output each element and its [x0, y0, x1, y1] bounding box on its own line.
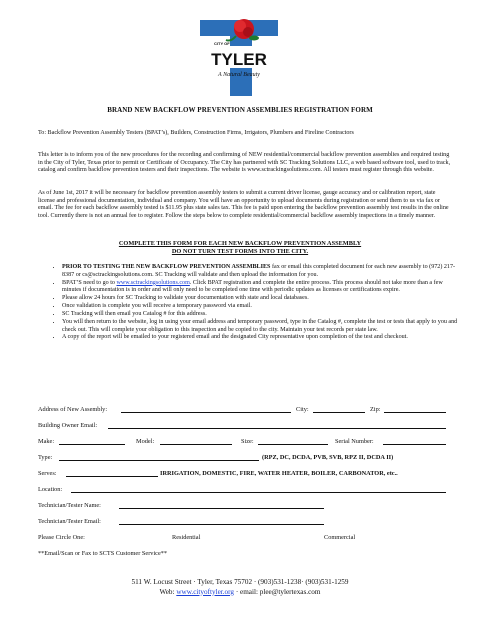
owner-email-label: Building Owner Email:: [38, 422, 98, 429]
commercial-option[interactable]: Commercial: [324, 534, 356, 541]
size-label: Size:: [241, 438, 254, 445]
zip-field[interactable]: [384, 406, 446, 413]
serial-field[interactable]: [383, 438, 446, 445]
logo-name: TYLER: [211, 50, 267, 69]
instruction-heading-line1: COMPLETE THIS FORM FOR EACH NEW BACKFLOW PREVENTION ASSEMBLY: [118, 240, 362, 247]
list-item: • SC Tracking will then email you Catalog # for this address.: [62, 311, 462, 319]
instruction-heading-line2: DO NOT TURN TEST FORMS INTO THE CITY.: [171, 247, 309, 255]
type-options: (RPZ, DC, DCDA, PVB, SVB, RPZ II, DCDA II): [262, 454, 394, 461]
serves-label: Serves:: [38, 470, 57, 477]
address-field[interactable]: [121, 406, 291, 413]
location-field[interactable]: [71, 486, 446, 493]
city-of-tyler-logo: [196, 14, 282, 98]
owner-email-field[interactable]: [108, 422, 446, 429]
circle-one-label: Please Circle One:: [38, 534, 85, 541]
fax-note: **Email/Scan or Fax to SCTS Customer Service**: [38, 550, 168, 557]
type-field[interactable]: [59, 454, 259, 461]
location-label: Location:: [38, 486, 63, 493]
requirements-paragraph: As of June 1st, 2017 it will be necessary for backflow prevention assembly testers to submit a current driver license, gauge accuracy and or calibration report, state license and professional documentation, individual and company. You will have an opportunity to upload documents during registration or send them to us via fax or email. The fee for each backflow assembly tested is $11.95 plus state sales tax. This fee is paid upon entering the backflow prevention assembly test results in the online tool. Currently there is not an annual fee to register. Follow the steps below to complete residential/commercial backflow assembly inspections in a timely manner.: [38, 190, 449, 220]
size-field[interactable]: [258, 438, 328, 445]
serves-field[interactable]: [66, 470, 158, 477]
zip-label: Zip:: [370, 406, 381, 413]
list-item: • PRIOR TO TESTING THE NEW BACKFLOW PREVENTION ASSEMBLIES fax or email this completed document for each new assembly to (972) 217-8387 or cs@sctrackingsolutions.com. SC Tracking will validate and then upload the information for you.: [62, 264, 462, 279]
model-label: Model:: [136, 438, 155, 445]
footer: [0, 578, 480, 597]
make-label: Make:: [38, 438, 55, 445]
type-label: Type:: [38, 454, 53, 461]
intro-paragraph: This letter is to inform you of the new procedures for the recording and confirming of NEW residential/commercial backflow prevention assemblies and required testing in the City of Tyler, Texas prior to permit or Certificate of Occupancy. The City has partnered with SC Tracking Solutions LLC, a web based software tool, used to track, catalog and confirm backflow prevention testers and their inspections. The website is www.sctrackingsolutions.com. All testers must register through this website.: [38, 152, 451, 174]
footer-contact: Web: www.cityoftyler.org · email: plee@tylertexas.com: [159, 587, 321, 596]
model-field[interactable]: [160, 438, 232, 445]
instruction-heading: [0, 240, 480, 255]
list-item: • BPAT’S need to go to www.sctrackingsolutions.com. Click BPAT registration and complete the entire process. This process should not take more than a few minutes if documentation is in order and will only need to be completed one time with periodic updates as licenses or certifications expire.: [62, 280, 462, 295]
list-item: • Once validation is complete you will receive a temporary password via email.: [62, 303, 462, 311]
tech-email-label: Technician/Tester Email:: [38, 518, 101, 525]
tech-email-field[interactable]: [119, 518, 324, 525]
logo-city-of: CITY OF: [214, 41, 230, 46]
logo-tagline: A Natural Beauty: [218, 72, 260, 78]
form-title: BRAND NEW BACKFLOW PREVENTION ASSEMBLIES REGISTRATION FORM: [107, 106, 373, 114]
residential-option[interactable]: Residential: [172, 534, 201, 541]
bullet-bold-text: PRIOR TO TESTING THE NEW BACKFLOW PREVENTION ASSEMBLIES: [62, 264, 271, 270]
address-label: Address of New Assembly:: [38, 406, 108, 413]
serial-label: Serial Number:: [335, 438, 374, 445]
city-label: City:: [296, 406, 309, 413]
make-field[interactable]: [59, 438, 125, 445]
tech-name-field[interactable]: [119, 502, 324, 509]
steps-list: [50, 264, 462, 342]
sctracking-link[interactable]: www.sctrackingsolutions.com: [116, 279, 190, 286]
list-item: • Please allow 24 hours for SC Tracking to validate your documentation with state and local databases.: [62, 295, 462, 303]
city-website-link[interactable]: www.cityoftyler.org: [176, 587, 235, 596]
assembly-form: [38, 406, 458, 566]
footer-address: 511 W. Locust Street · Tyler, Texas 75702 · (903)531-1238· (903)531-1259: [131, 578, 349, 586]
to-line: To: Backflow Prevention Assembly Testers (BPAT’s), Builders, Construction Firms, Irrigators, Plumbers and Fireline Contractors: [38, 130, 354, 136]
list-item: • A copy of the report will be emailed to your registered email and the designated City representative upon completion of the test and checkout.: [62, 334, 462, 342]
serves-options: IRRIGATION, DOMESTIC, FIRE, WATER HEATER, BOILER, CARBONATOR, etc..: [160, 470, 398, 477]
tech-name-label: Technician/Tester Name:: [38, 502, 101, 509]
city-field[interactable]: [313, 406, 365, 413]
list-item: • You will then return to the website, log in using your email address and temporary password, type in the Catalog #, complete the test or tests that apply to you and check out. This will complete your obligation to this inspection and be copied to the city. Maintain your test records per state law.: [62, 319, 462, 334]
